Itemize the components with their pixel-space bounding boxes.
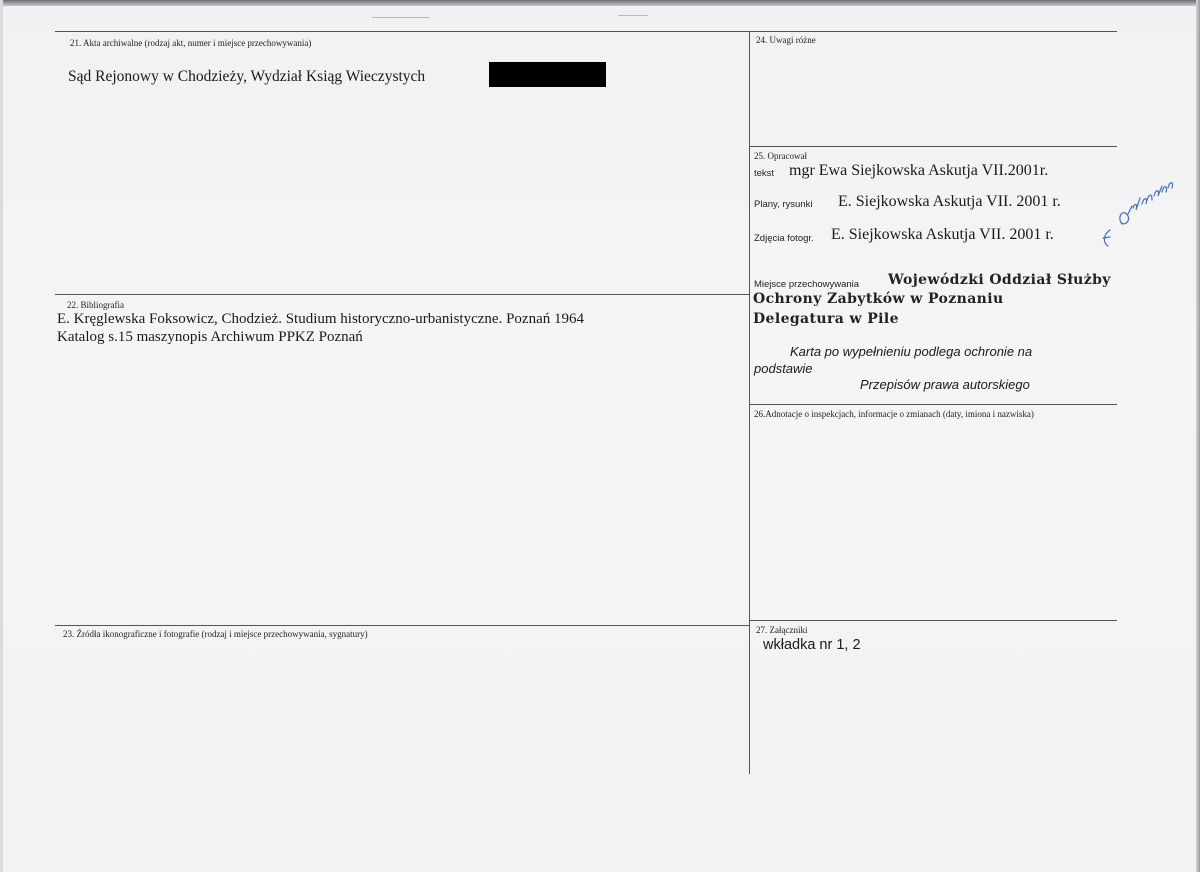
bibliography-line-2: Katalog s.15 maszynopis Archiwum PPKZ Poznań [57,329,363,345]
scan-artifact [618,15,648,16]
miejsce-line-1: Wojewódzki Oddział Służby [888,272,1111,288]
field-27-label: 27. Załączniki [756,625,808,635]
scan-edge-right [1196,0,1200,872]
tekst-value: mgr Ewa Siejkowska Askutja VII.2001r. [789,162,1049,179]
divider-22-23 [55,625,749,626]
field-25-label: 25. Opracował [754,151,807,161]
copyright-note-line-1: Karta po wypełnieniu podlega ochronie na [790,344,1033,359]
field-23-label: 23. Źródła ikonograficzne i fotografie (rodzaj i miejsce przechowywania, sygnatury) [63,629,368,639]
copyright-note-line-3: Przepisów prawa autorskiego [860,377,1030,392]
plany-value: E. Siejkowska Askutja VII. 2001 r. [838,193,1061,210]
handwritten-signature-icon [1098,168,1178,250]
copyright-note-line-2: podstawie [754,361,813,376]
redaction-block [489,62,606,87]
field-24-label: 24. Uwagi różne [756,35,816,45]
form-center-divider [749,31,750,774]
miejsce-line-2: Ochrony Zabytków w Poznaniu [753,291,1004,307]
tekst-label: tekst [754,168,775,179]
plany-label: Plany, rysunki [754,199,813,210]
divider-21-22 [55,294,749,295]
field-26-label: 26.Adnotacje o inspekcjach, informacje o zmianach (daty, imiona i nazwiska) [754,409,1034,419]
field-21-label: 21. Akta archiwalne (rodzaj akt, numer i miejsce przechowywania) [70,38,312,48]
scan-edge-top [0,0,1200,6]
divider-24-25 [749,146,1117,147]
miejsce-line-3: Delegatura w Pile [753,311,899,327]
field-22-label: 22. Bibliografia [67,300,124,310]
zdjecia-label: Zdjęcia fotogr. [754,233,814,244]
scan-edge-left [0,0,3,872]
divider-25-26 [749,404,1117,405]
zdjecia-value: E. Siejkowska Askutja VII. 2001 r. [831,226,1054,243]
form-top-border [55,31,1117,32]
bibliography-line-1: E. Kręglewska Foksowicz, Chodzież. Studium historyczno-urbanistyczne. Poznań 1964 [57,311,584,327]
field-21-value: Sąd Rejonowy w Chodzieży, Wydział Ksiąg Wieczystych [68,68,426,85]
attachments-value: wkładka nr 1, 2 [763,637,861,653]
divider-26-27 [749,620,1117,621]
miejsce-label: Miejsce przechowywania [754,279,860,290]
scan-artifact [372,17,430,18]
